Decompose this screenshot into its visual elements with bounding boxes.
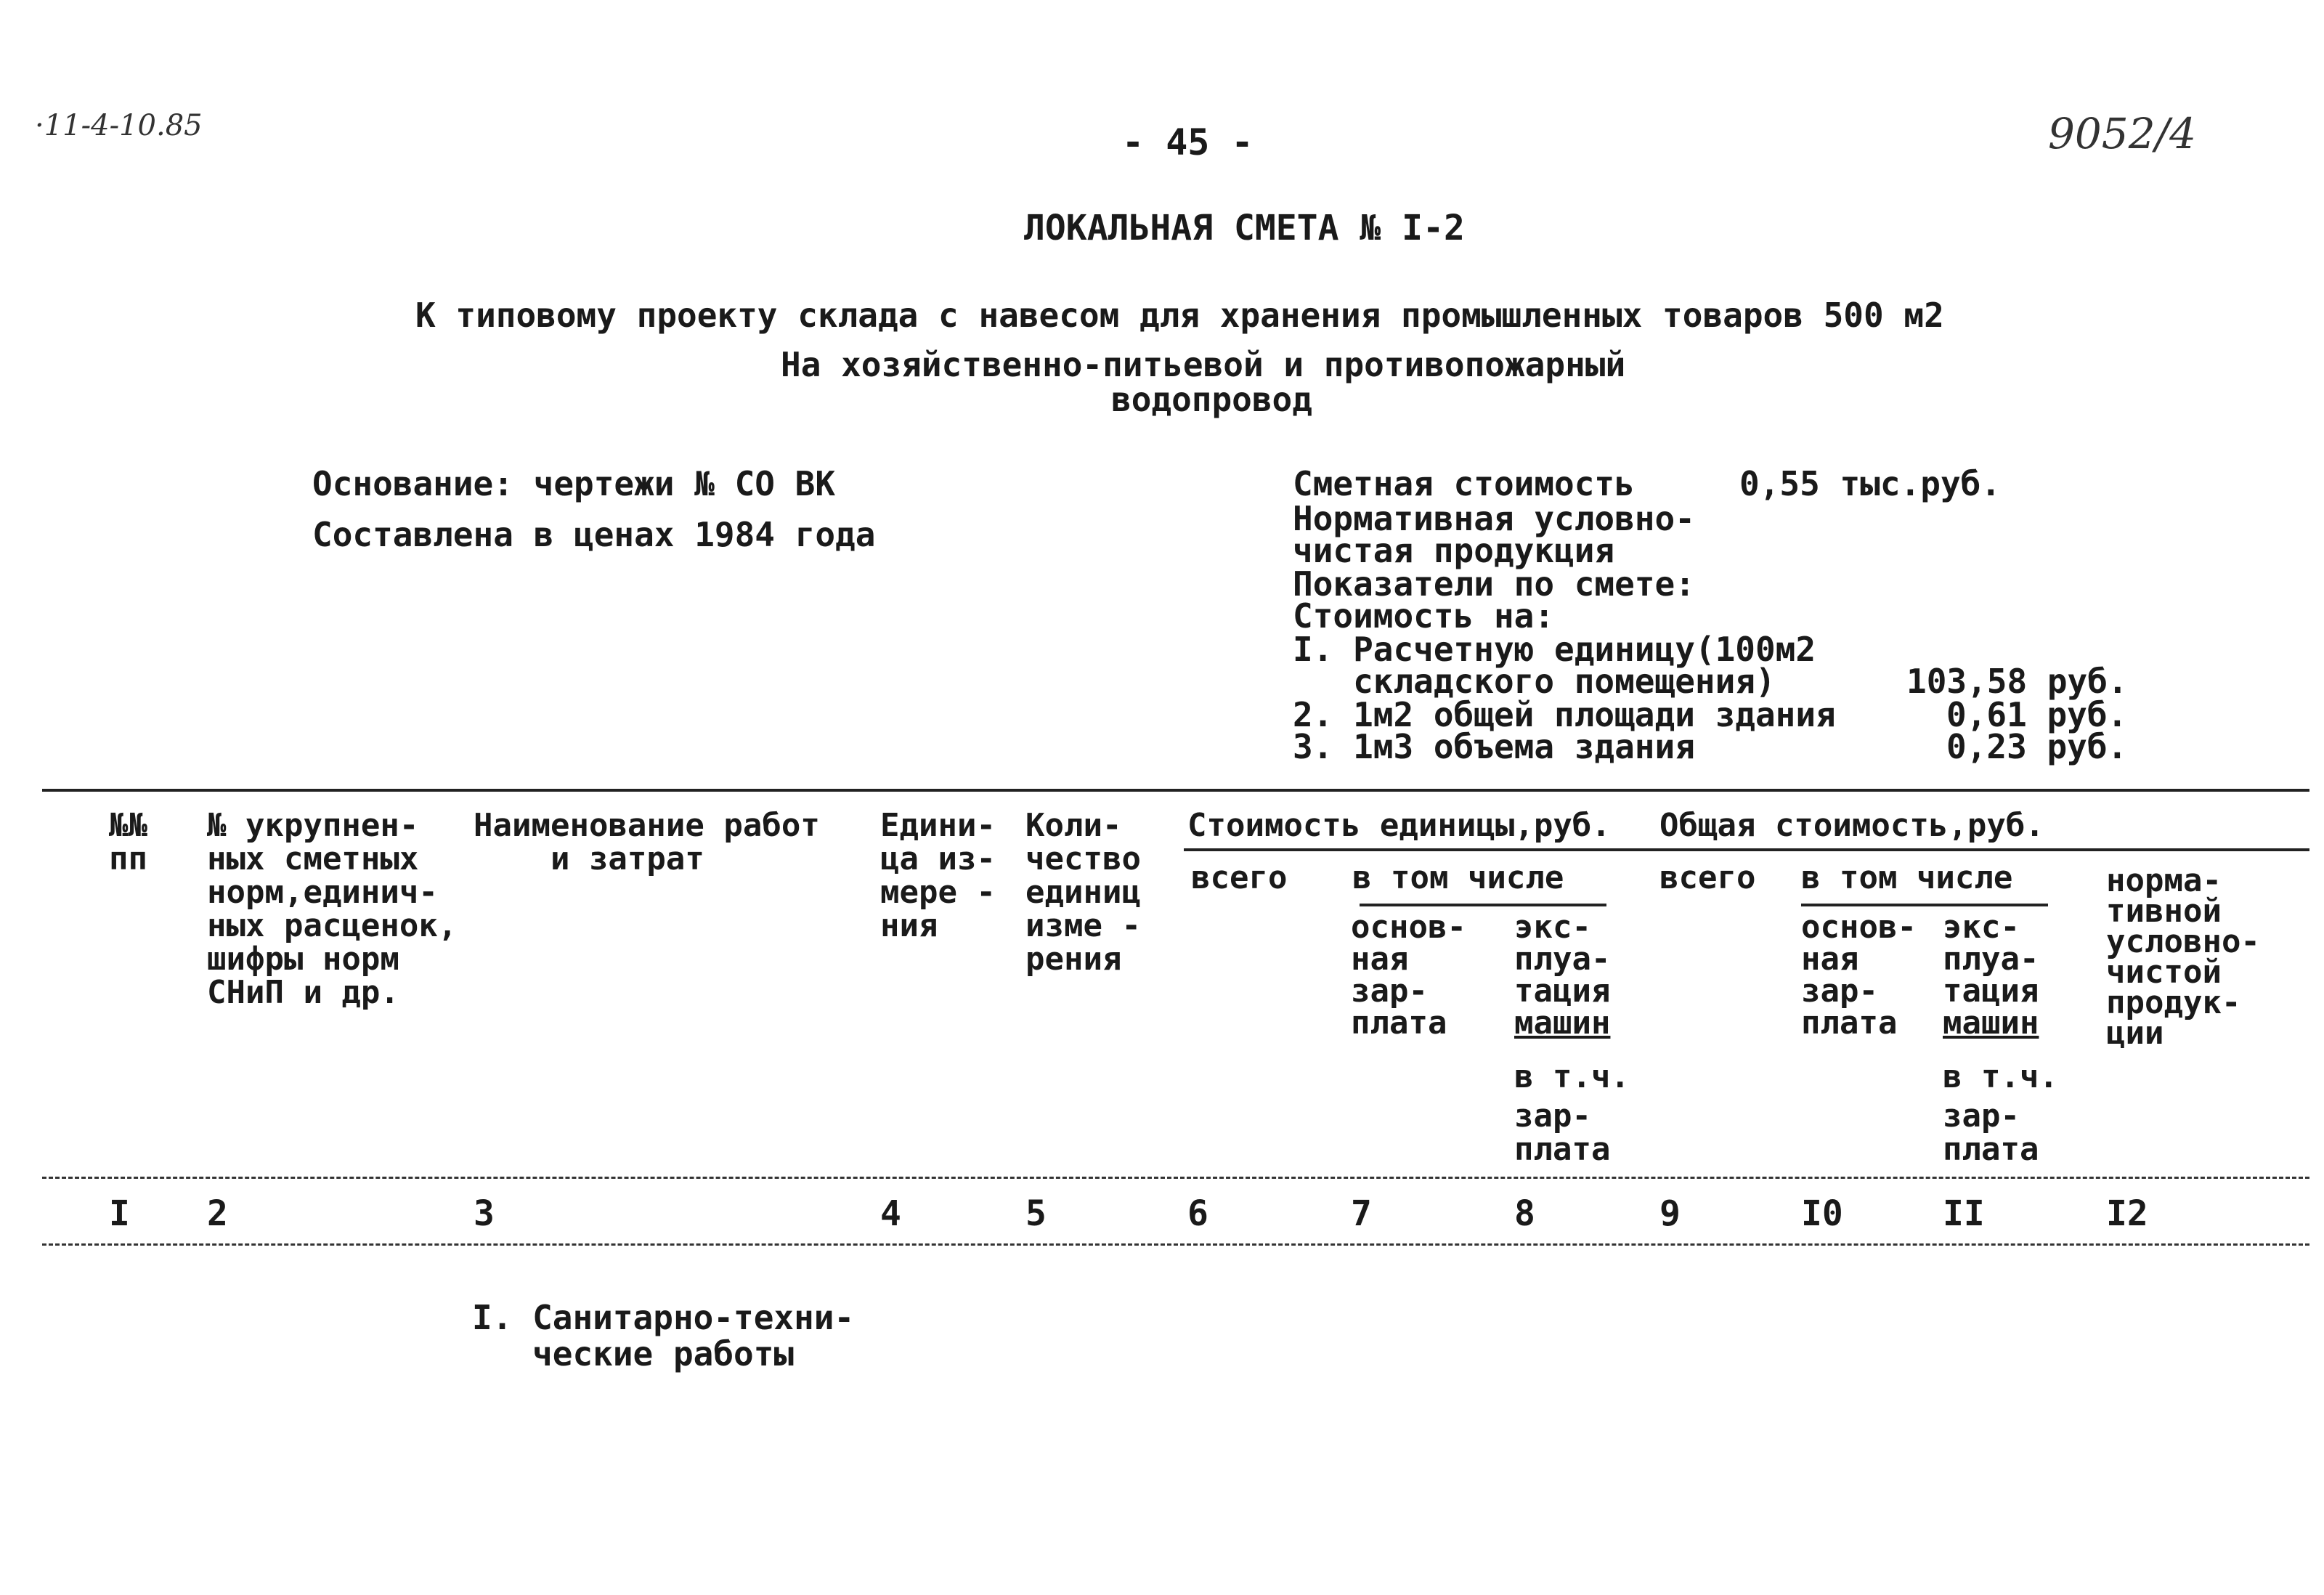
header-col8-line2: плуа- <box>1514 941 1611 978</box>
header-col11-line1: экс- <box>1943 909 2020 946</box>
column-number: 3 <box>474 1193 495 1234</box>
group-header-rule <box>1184 848 2309 851</box>
subtitle2-line2: водопровод <box>1111 380 1312 419</box>
column-number: 6 <box>1187 1193 1208 1234</box>
summary-item2-value: 0,61 руб. <box>1946 695 2128 734</box>
page-title: ЛОКАЛЬНАЯ СМЕТА № I-2 <box>1024 208 1465 248</box>
column-number: 2 <box>207 1193 228 1234</box>
column-number: I2 <box>2106 1193 2148 1234</box>
header-col7-line2: ная <box>1351 941 1409 978</box>
subtitle2-line1: На хозяйственно-питьевой и противопожарный <box>781 345 1626 384</box>
header-col8-zarplata2: плата <box>1514 1131 1611 1168</box>
summary-item3-value: 0,23 руб. <box>1946 727 2128 766</box>
column-number: 7 <box>1351 1193 1372 1234</box>
table-top-rule <box>42 789 2309 792</box>
section-heading-line2: ческие работы <box>472 1334 795 1373</box>
header-unit-total: всего <box>1191 859 1288 896</box>
header-col10-line4: плата <box>1801 1005 1898 1042</box>
column-number: I <box>109 1193 130 1234</box>
column-number: 4 <box>880 1193 901 1234</box>
unit-including-rule <box>1360 904 1606 906</box>
summary-item1-line1: I. Расчетную единицу(100м2 <box>1293 630 1816 669</box>
header-col12-line1: норма- <box>2106 862 2222 899</box>
basis-drawings: Основание: чертежи № СО ВК <box>312 464 836 503</box>
summary-cost-on-label: Стоимость на: <box>1293 596 1555 636</box>
header-col7-line3: зар- <box>1351 973 1428 1010</box>
header-col12-line2: тивной <box>2106 893 2222 930</box>
header-col5-line5: рения <box>1025 941 1122 978</box>
header-col8-line3: тация <box>1514 973 1611 1010</box>
header-col11-vtch: в т.ч. <box>1943 1058 2058 1095</box>
sheet-code: 9052/4 <box>2048 109 2197 158</box>
header-col8-line4: машин <box>1514 1005 1611 1042</box>
page-number: - 45 - <box>1122 121 1254 163</box>
archive-code: ·11-4-10.85 <box>35 109 203 142</box>
header-col2-line6: СНиП и др. <box>207 974 399 1011</box>
header-col3-line1: Наименование работ <box>474 807 820 844</box>
header-col11-line4: машин <box>1943 1005 2039 1042</box>
header-total-total: всего <box>1659 859 1756 896</box>
column-number: 8 <box>1514 1193 1535 1234</box>
section-heading-line1: I. Санитарно-техни- <box>472 1298 855 1337</box>
header-col8-vtch: в т.ч. <box>1514 1058 1630 1095</box>
header-col11-line2: плуа- <box>1943 941 2039 978</box>
header-col4-line2: ца из- <box>880 840 996 877</box>
summary-item1-line2: складского помещения) <box>1293 662 1776 701</box>
column-number: 5 <box>1025 1193 1047 1234</box>
header-col4-line4: ния <box>880 907 938 944</box>
header-bottom-rule <box>42 1177 2309 1179</box>
header-col2-line2: ных сметных <box>207 840 419 877</box>
header-col1-line2: пп <box>109 840 147 877</box>
header-col11-line3: тация <box>1943 973 2039 1010</box>
header-col7-line1: основ- <box>1351 909 1466 946</box>
column-number: I0 <box>1801 1193 1843 1234</box>
subtitle: К типовому проекту склада с навесом для хранения промышленных товаров 500 м2 <box>415 296 1944 335</box>
header-col2-line4: ных расценок, <box>207 907 458 944</box>
column-number: II <box>1943 1193 1985 1234</box>
header-unit-including: в том числе <box>1352 859 1564 896</box>
header-col8-zarplata1: зар- <box>1514 1097 1591 1135</box>
summary-norm-line1: Нормативная условно- <box>1293 499 1695 538</box>
header-col10-line3: зар- <box>1801 973 1878 1010</box>
header-col2-line5: шифры норм <box>207 941 399 978</box>
header-col2-line1: № укрупнен- <box>207 807 419 844</box>
header-col7-line4: плата <box>1351 1005 1447 1042</box>
header-col1-line1: №№ <box>109 807 147 844</box>
summary-indicators-label: Показатели по смете: <box>1293 564 1695 604</box>
summary-cost-label: Сметная стоимость <box>1293 464 1635 503</box>
header-total-cost: Общая стоимость,руб. <box>1659 807 2044 844</box>
column-number: 9 <box>1659 1193 1681 1234</box>
header-col5-line2: чество <box>1025 840 1141 877</box>
header-col12-line4: чистой <box>2106 954 2222 991</box>
summary-norm-line2: чистая продукция <box>1293 531 1615 570</box>
header-col5-line3: единиц <box>1025 874 1141 911</box>
header-col10-line2: ная <box>1801 941 1859 978</box>
header-col2-line3: норм,единич- <box>207 874 438 911</box>
header-col5-line1: Коли- <box>1025 807 1122 844</box>
basis-prices: Составлена в ценах 1984 года <box>312 515 876 554</box>
header-col11-zarplata2: плата <box>1943 1131 2039 1168</box>
header-col12-line3: условно- <box>2106 923 2260 960</box>
summary-cost-value: 0,55 тыс.руб. <box>1739 464 2002 503</box>
header-col8-line1: экс- <box>1514 909 1591 946</box>
header-col10-line1: основ- <box>1801 909 1917 946</box>
header-col12-line6: ции <box>2106 1015 2164 1052</box>
header-col3-line2: и затрат <box>474 840 704 877</box>
header-col12-line5: продук- <box>2106 984 2241 1021</box>
summary-item3-label: 3. 1м3 объема здания <box>1293 727 1695 766</box>
column-numbers-bottom-rule <box>42 1243 2309 1246</box>
header-total-including: в том числе <box>1801 859 2013 896</box>
total-including-rule <box>1801 904 2048 906</box>
summary-item2-label: 2. 1м2 общей площади здания <box>1293 695 1836 734</box>
header-col4-line3: мере - <box>880 874 996 911</box>
header-col5-line4: изме - <box>1025 907 1141 944</box>
header-unit-cost: Стоимость единицы,руб. <box>1187 807 1611 844</box>
header-col4-line1: Едини- <box>880 807 996 844</box>
summary-item1-value: 103,58 руб. <box>1906 662 2128 701</box>
header-col11-zarplata1: зар- <box>1943 1097 2020 1135</box>
